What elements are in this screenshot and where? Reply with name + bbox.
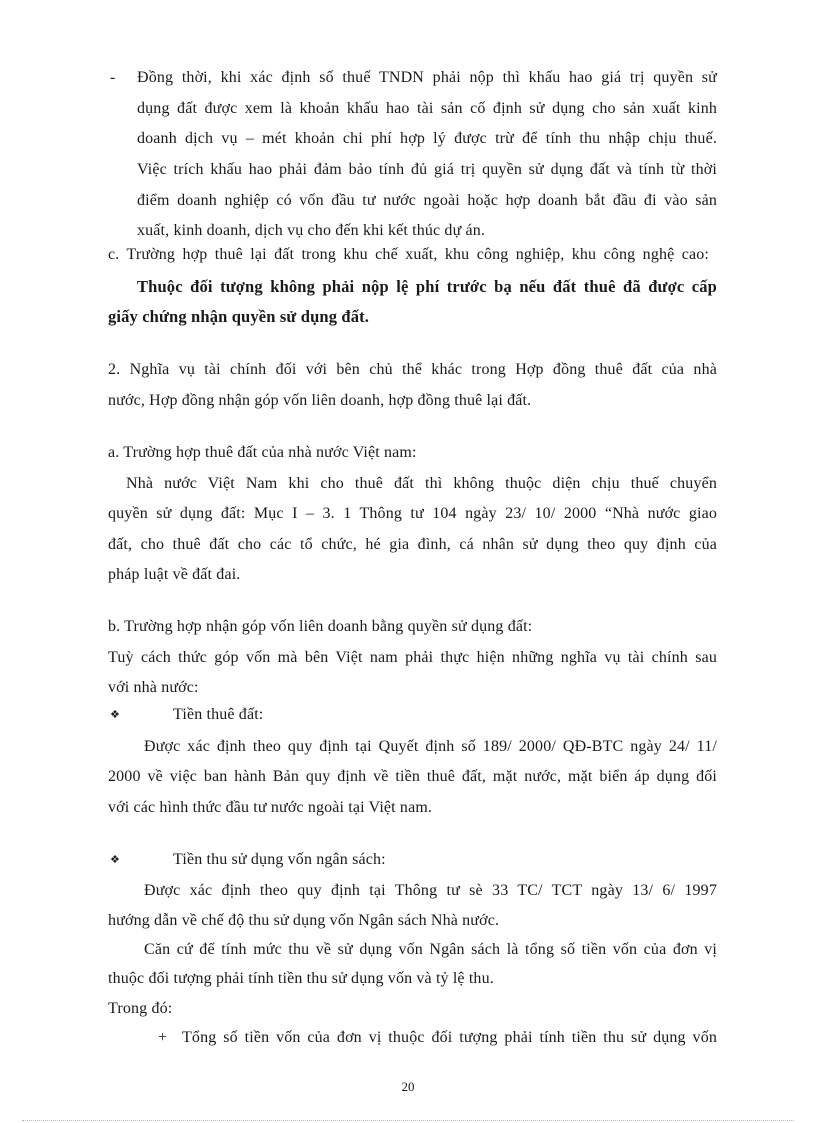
- paragraph-line: dụng đất được xem là khoản khấu hao tài sản cố định sử dụng cho sản xuất kinh: [137, 100, 717, 117]
- paragraph-line: 2000 về việc ban hành Bản quy định về tiền thuê đất, mặt nước, mặt biển áp dụng đối: [108, 768, 717, 785]
- paragraph-line: Tuỳ cách thức góp vốn mà bên Việt nam phải thực hiện những nghĩa vụ tài chính sau: [108, 649, 717, 666]
- paragraph-line: Đồng thời, khi xác định số thuế TNDN phải nộp thì khấu hao giá trị quyền sử: [137, 69, 717, 86]
- paragraph-line: Trong đó:: [108, 1000, 173, 1017]
- paragraph-line: với các hình thức đầu tư nước ngoài tại Việt nam.: [108, 799, 433, 816]
- paragraph-line: điểm doanh nghiệp có vốn đầu tư nước ngoài hoặc hợp doanh bắt đầu đi vào sản: [137, 192, 717, 209]
- section-heading-b: b. Trường hợp nhận góp vốn liên doanh bằng quyền sử dụng đất:: [108, 618, 533, 635]
- paragraph-line: doanh dịch vụ – mét khoản chi phí hợp lý được trừ để tính thu nhập chịu thuế.: [137, 130, 717, 147]
- plus-marker: +: [158, 1029, 168, 1046]
- paragraph-line: quyền sử dụng đất: Mục I – 3. 1 Thông tư 104 ngày 23/ 10/ 2000 “Nhà nước giao: [108, 505, 717, 522]
- paragraph-line: xuất, kinh doanh, dịch vụ cho đến khi kết thúc dự án.: [137, 222, 486, 239]
- page-number: 20: [401, 1079, 415, 1094]
- section-heading-2: nước, Hợp đồng nhận góp vốn liên doanh, hợp đồng thuê lại đất.: [108, 392, 532, 409]
- section-heading-a: a. Trường hợp thuê đất của nhà nước Việt nam:: [108, 444, 417, 461]
- paragraph-line: Việc trích khấu hao phải đảm bảo tính đủ giá trị quyền sử dụng đất và tính từ thời: [137, 161, 717, 178]
- bold-statement: giấy chứng nhận quyền sử dụng đất.: [108, 307, 370, 326]
- bullet-item-title: Tiền thu sử dụng vốn ngân sách:: [173, 851, 386, 868]
- paragraph-line: pháp luật về đất đai.: [108, 566, 241, 583]
- bullet-item-title: Tiền thuê đất:: [173, 706, 264, 723]
- footer-divider: [22, 1120, 794, 1121]
- section-heading-c: c. Trường hợp thuê lại đất trong khu chế xuất, khu công nghiệp, khu công nghệ cao:: [108, 246, 709, 263]
- paragraph-line: thuộc đối tượng phải tính tiền thu sử dụng vốn và tỷ lệ thu.: [108, 970, 494, 987]
- section-heading-2: 2. Nghĩa vụ tài chính đối với bên chủ thể khác trong Hợp đồng thuê đất của nhà: [108, 361, 717, 378]
- paragraph-line: hướng dẫn về chế độ thu sử dụng vốn Ngân sách Nhà nước.: [108, 912, 500, 929]
- dash-marker: -: [110, 69, 116, 86]
- bold-statement: Thuộc đối tượng không phải nộp lệ phí trước bạ nếu đất thuê đã được cấp: [137, 277, 717, 296]
- paragraph-line: Tổng số tiền vốn của đơn vị thuộc đối tượng phải tính tiền thu sử dụng vốn: [182, 1029, 717, 1046]
- paragraph-line: Được xác định theo quy định tại Quyết định số 189/ 2000/ QĐ-BTC ngày 24/ 11/: [144, 738, 717, 755]
- paragraph-line: đất, cho thuê đất cho các tổ chức, hé gia đình, cá nhân sử dụng theo quy định của: [108, 536, 717, 553]
- paragraph-line: Nhà nước Việt Nam khi cho thuê đất thì không thuộc diện chịu thuế chuyển: [126, 475, 717, 492]
- paragraph-line: với nhà nước:: [108, 679, 199, 696]
- diamond-bullet-icon: ❖: [110, 854, 120, 866]
- diamond-bullet-icon: ❖: [110, 709, 120, 721]
- paragraph-line: Căn cứ để tính mức thu về sử dụng vốn Ngân sách là tổng số tiền vốn của đơn vị: [144, 941, 717, 958]
- paragraph-line: Được xác định theo quy định tại Thông tư sè 33 TC/ TCT ngày 13/ 6/ 1997: [144, 882, 717, 899]
